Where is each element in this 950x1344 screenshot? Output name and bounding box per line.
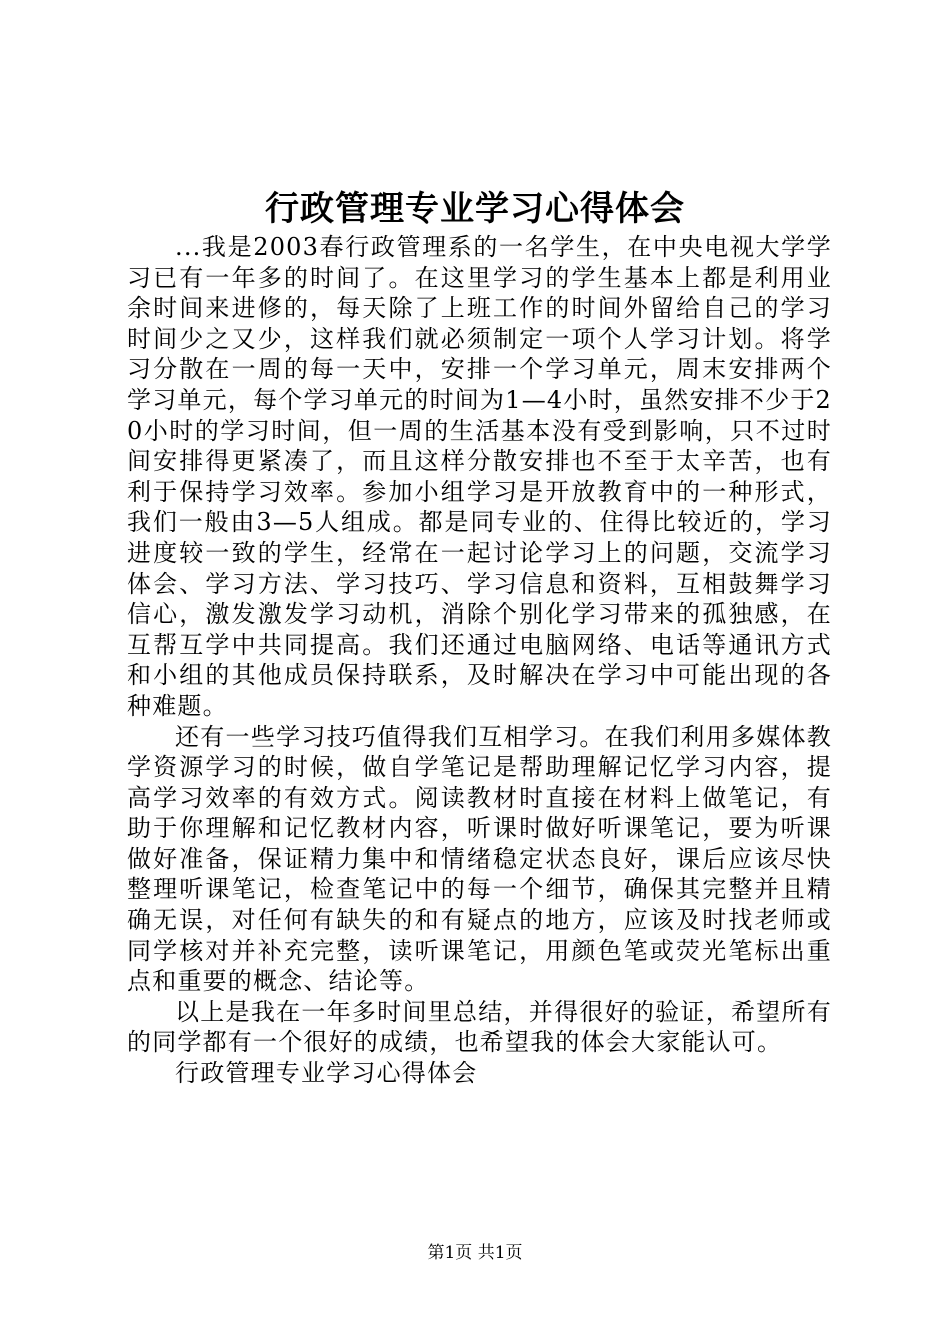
document-title: 行政管理专业学习心得体会 <box>265 189 685 229</box>
closing-title-line: 行政管理专业学习心得体会 <box>175 1059 478 1088</box>
document-body <box>127 232 832 1089</box>
paragraph-1: ...我是2003春行政管理系的一名学生，在中央电视大学学习已有一年多的时间了。在这里学习的学生基本上都是利用业余时间来进修的，每天除了上班工作的时间外留给自己的学习时间少之又少，这样我们就必须制定一项个人学习计划。将学习分散在一周的每一天中，安排一个学习单元，周末安排两个学习单元，每个学习单元的时间为1—4小时，虽然安排不少于20小时的学习时间，但一周的生活基本没有受到影响，只不过时间安排得更紧凑了，而且这样分散安排也不至于太辛苦，也有利于保持学习效率。参加小组学习是开放教育中的一种形式，我们一般由3—5人组成。都是同专业的、住得比较近的，学习进度较一致的学生，经常在一起讨论学习上的问题，交流学习体会、学习方法、学习技巧、学习信息和资料，互相鼓舞学习信心，激发激发学习动机，消除个别化学习带来的孤独感，在互帮互学中共同提高。我们还通过电脑网络、电话等通讯方式和小组的其他成员保持联系，及时解决在学习中可能出现的各种难题。 <box>127 233 832 720</box>
page-number-footer: 第1页 共1页 <box>427 1243 523 1263</box>
paragraph-2: 还有一些学习技巧值得我们互相学习。在我们利用多媒体教学资源学习的时候，做自学笔记是帮助理解记忆学习内容，提高学习效率的有效方式。阅读教材时直接在材料上做笔记，有助于你理解和记忆教材内容，听课时做好听课笔记，要为听课做好准备，保证精力集中和情绪稳定状态良好，课后应该尽快整理听课笔记，检查笔记中的每一个细节，确保其完整并且精确无误，对任何有缺失的和有疑点的地方，应该及时找老师或同学核对并补充完整，读听课笔记，用颜色笔或荧光笔标出重点和重要的概念、结论等。 <box>127 722 832 996</box>
paragraph-3: 以上是我在一年多时间里总结，并得很好的验证，希望所有的同学都有一个很好的成绩，也希望我的体会大家能认可。 <box>127 997 832 1057</box>
